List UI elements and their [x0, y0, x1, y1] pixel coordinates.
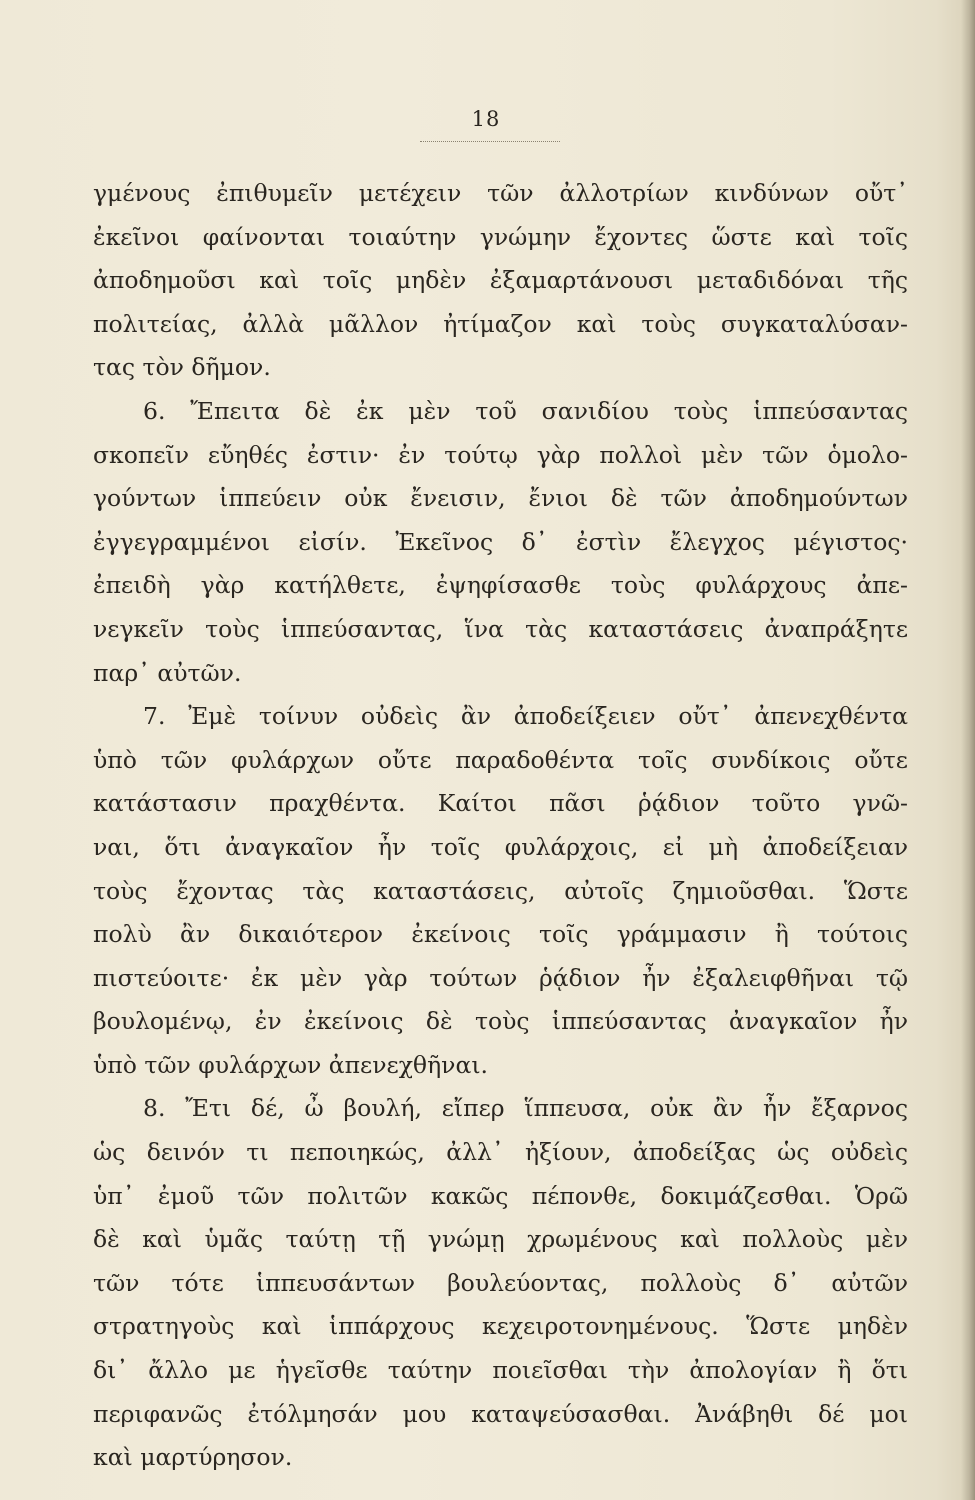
text-line: ἀποδημοῦσι καὶ τοῖς μηδὲν ἐξαμαρτάνουσι μεταδιδόναι τῆς [93, 266, 908, 295]
text-line: τῶν τότε ἱππευσάντων βουλεύοντας, πολλοὺς δ᾿ αὐτῶν [93, 1268, 908, 1297]
text-line: πολὺ ἂν δικαιότερον ἐκείνοις τοῖς γράμμασιν ἢ τούτοις [93, 920, 908, 949]
text-line: περιφανῶς ἐτόλμησάν μου καταψεύσασθαι. Ἀνάβηθι δέ μοι [93, 1399, 908, 1428]
text-line: βουλομένῳ, ἐν ἐκείνοις δὲ τοὺς ἱππεύσαντας ἀναγκαῖον ἦν [93, 1007, 908, 1036]
text-line: ὑπὸ τῶν φυλάρχων ἀπενεχθῆναι. [93, 1050, 489, 1079]
text-line: ἐπειδὴ γὰρ κατήλθετε, ἐψηφίσασθε τοὺς φυλάρχους ἀπε- [93, 571, 908, 600]
text-line: ὑπ᾿ ἐμοῦ τῶν πολιτῶν κακῶς πέπονθε, δοκιμάζεσθαι. Ὁρῶ [93, 1181, 908, 1210]
page-number: 18 [471, 107, 501, 131]
text-line: τας τὸν δῆμον. [93, 353, 271, 382]
text-line: ὑπὸ τῶν φυλάρχων οὔτε παραδοθέντα τοῖς συνδίκοις οὔτε [93, 745, 908, 774]
text-line: σκοπεῖν εὔηθές ἐστιν· ἐν τούτῳ γὰρ πολλοὶ μὲν τῶν ὁμολο- [93, 440, 908, 469]
text-line: πολιτείας, ἀλλὰ μᾶλλον ἠτίμαζον καὶ τοὺς συγκαταλύσαν- [93, 309, 908, 338]
text-line: στρατηγοὺς καὶ ἱππάρχους κεχειροτονημένους. Ὥστε μηδὲν [93, 1312, 908, 1341]
header-rule [420, 141, 560, 142]
page-binding-edge [961, 0, 975, 1500]
text-line: ἐγγεγραμμένοι εἰσίν. Ἐκεῖνος δ᾿ ἐστὶν ἔλεγχος μέγιστος· [93, 527, 908, 556]
text-line: παρ᾿ αὐτῶν. [93, 658, 242, 687]
text-line: πιστεύοιτε· ἐκ μὲν γὰρ τούτων ῥᾴδιον ἦν ἐξαλειφθῆναι τῷ [93, 963, 908, 992]
text-line: δι᾿ ἄλλο με ἡγεῖσθε ταύτην ποιεῖσθαι τὴν ἀπολογίαν ἢ ὅτι [93, 1356, 908, 1385]
text-line: γούντων ἱππεύειν οὐκ ἔνεισιν, ἔνιοι δὲ τῶν ἀποδημούντων [93, 484, 908, 513]
text-line: τοὺς ἔχοντας τὰς καταστάσεις, αὐτοῖς ζημιοῦσθαι. Ὥστε [93, 876, 908, 905]
text-line: ἐκεῖνοι φαίνονται τοιαύτην γνώμην ἔχοντες ὥστε καὶ τοῖς [93, 222, 908, 251]
body-text [93, 172, 908, 1480]
text-line: ναι, ὅτι ἀναγκαῖον ἦν τοῖς φυλάρχοις, εἰ μὴ ἀποδείξειαν [93, 832, 908, 861]
text-line: 7. Ἐμὲ τοίνυν οὐδεὶς ἂν ἀποδείξειεν οὔτ᾿ ἀπενεχθέντα [143, 702, 908, 731]
text-line: δὲ καὶ ὑμᾶς ταύτῃ τῇ γνώμῃ χρωμένους καὶ πολλοὺς μὲν [93, 1225, 908, 1254]
text-line: νεγκεῖν τοὺς ἱππεύσαντας, ἵνα τὰς καταστάσεις ἀναπράξητε [93, 614, 908, 643]
text-line: καὶ μαρτύρησον. [93, 1443, 293, 1472]
text-line: 6. Ἔπειτα δὲ ἐκ μὲν τοῦ σανιδίου τοὺς ἱππεύσαντας [143, 396, 908, 425]
text-line: 8. Ἔτι δέ, ὦ βουλή, εἴπερ ἵππευσα, οὐκ ἂν ἦν ἔξαρνος [143, 1094, 908, 1123]
text-line: ὡς δεινόν τι πεποιηκώς, ἀλλ᾿ ἠξίουν, ἀποδείξας ὡς οὐδεὶς [93, 1138, 908, 1167]
text-line: κατάστασιν πραχθέντα. Καίτοι πᾶσι ῥᾴδιον τοῦτο γνῶ- [93, 789, 908, 818]
text-line: γμένους ἐπιθυμεῖν μετέχειν τῶν ἀλλοτρίων κινδύνων οὔτ᾿ [93, 179, 908, 207]
